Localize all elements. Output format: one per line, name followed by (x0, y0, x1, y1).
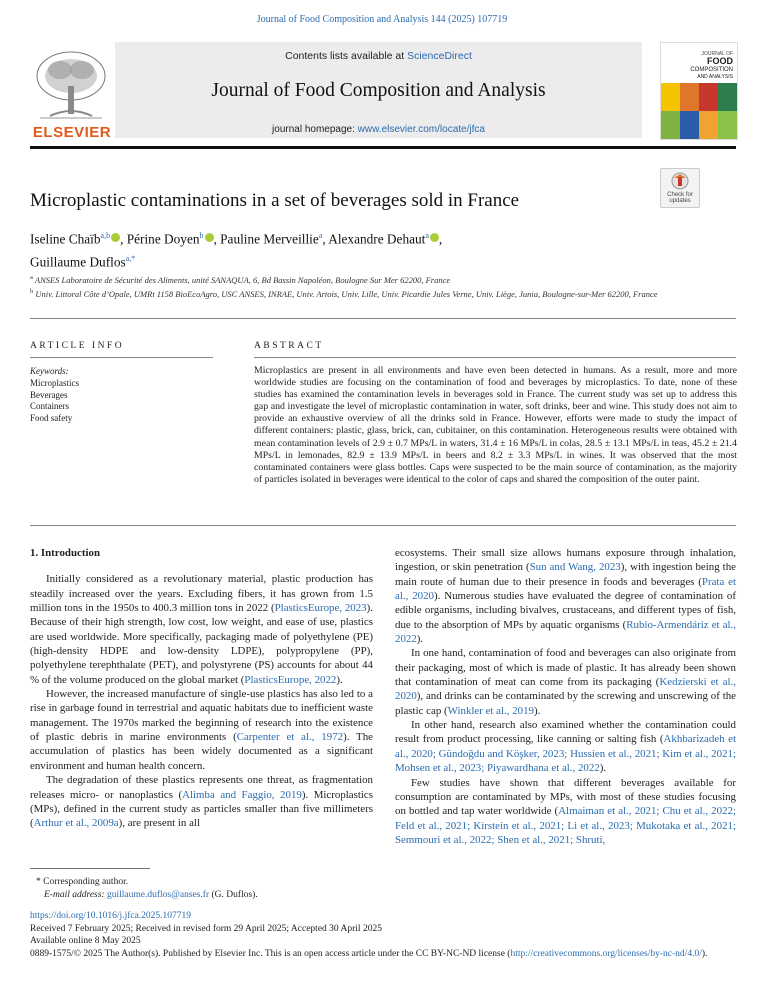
citation-link[interactable]: Almaiman et al., 2021; Chu et al., 2022; Feld et al., 2021; Kirstein et al., 2021; Li et al., 2023; Mukotaka et al., 2021; Semmouri et al., 2022; Shen et al., 2021; Shruti, (395, 805, 736, 846)
keyword-item: Microplastics (30, 377, 79, 388)
body-text: In one hand, contamination of food and beverages can also originate from their packaging, most of which is made of plastic. It has already been shown that contamination of meat can come from its packaging ( (395, 647, 736, 689)
citation-link[interactable]: Kedzierski et al., 2020 (395, 676, 736, 703)
author-affiliation-marker[interactable]: b (199, 231, 204, 240)
citation-link[interactable]: Carpenter et al., 1972 (236, 731, 344, 744)
abstract-rule (254, 357, 736, 358)
author-affiliation-marker[interactable]: a (318, 231, 323, 240)
body-text: ). The accumulation of plastics has been widely documented as a significant environment and human health concern. (30, 731, 373, 772)
article-metadata (30, 910, 736, 960)
elsevier-wordmark: ELSEVIER (32, 124, 112, 141)
body-text: ). (533, 704, 541, 717)
license-line (30, 948, 736, 961)
body-text: ), and drinks can be contaminated by the screwing and unscrewing of the plastic cap ( (395, 690, 736, 717)
orcid-icon[interactable] (430, 233, 439, 242)
affiliation-item (30, 286, 670, 300)
homepage-prefix: journal homepage: (272, 124, 358, 135)
author-name[interactable]: Périne Doyen (126, 231, 200, 247)
check-updates-label-2: updates (669, 198, 691, 204)
corresponding-author-footnote (36, 876, 636, 901)
received-dates: Received 7 February 2025; Received in revised form 29 April 2025; Accepted 30 April 2025 (30, 923, 382, 934)
author-name[interactable]: Alexandre Dehaut (328, 231, 426, 247)
body-text: However, the increased manufacture of single-use plastics has also led to a rise in garbage found in terrestrial and aquatic habitats due to inefficient waste management. The 1970s marked the beginning of research into the existence of plastic debris in marine environments ( (30, 688, 373, 744)
affiliation-item (30, 272, 670, 286)
author-affiliation-marker[interactable]: a,* (125, 254, 136, 264)
homepage-link[interactable]: www.elsevier.com/locate/jfca (357, 124, 485, 135)
citation-link[interactable]: Rubio-Armendáriz et al., 2022 (395, 618, 736, 646)
author-name[interactable]: Pauline Merveillie (220, 231, 319, 247)
footnote-corresponding-text: Corresponding author. (43, 877, 129, 887)
check-for-updates-button[interactable] (660, 168, 700, 208)
journal-cover-image[interactable] (660, 42, 738, 140)
author-affiliation-marker[interactable]: a (425, 231, 429, 240)
body-left-column (30, 546, 373, 831)
check-updates-label-1: Check for (667, 192, 693, 198)
sciencedirect-link[interactable]: ScienceDirect (407, 50, 472, 62)
body-paragraph (30, 773, 373, 830)
license-prefix: 0889-1575/© 2025 The Author(s). Published by Elsevier Inc. This is an open access article under the CC BY-NC-ND license ( (30, 948, 511, 959)
body-text: ). Numerous studies have evaluated the degree of contamination of edible organisms, including bivalves, crustaceans, and different types of fish, due to the absorption of MPs by aquatic organisms ( (395, 590, 737, 631)
affiliation-label: a (30, 274, 33, 281)
available-online: Available online 8 May 2025 (30, 936, 141, 946)
journal-homepage (115, 124, 642, 135)
journal-title: Journal of Food Composition and Analysis (211, 80, 546, 101)
keywords-block (30, 366, 220, 425)
body-text: ). (336, 673, 343, 686)
footnote-email (36, 889, 636, 902)
citation-link[interactable]: Arthur et al., 2009a (33, 817, 119, 830)
author-affiliation-marker[interactable]: a,b (100, 231, 111, 240)
license-link[interactable]: http://creativecommons.org/licenses/by-nc-nd/4.0/ (510, 948, 702, 959)
author-separator: , (438, 231, 443, 247)
affiliation-text: Univ. Littoral Côte d’Opale, UMRt 1158 BioEcoAgro, USC ANSES, INRAE, Univ. Artois, Univ. Lille, Univ. Picardie Jules Verne, Univ. Liège, Junia, Boulogne-sur-Mer 62200, France (35, 289, 658, 300)
body-paragraph (395, 546, 736, 646)
body-paragraph (30, 687, 373, 773)
body-text: ). Because of their high strength, low cost, low weight, and ease of use, plastics are used worldwide. More specifically, packaging made of polyethylene (PE) (high-density HDPE and low-density LDPE), polypropylene (PP), polyethylene terephthalate (PET), and polystyrene (PS) accounts for about 44 % of the volume produced on the global market ( (30, 602, 373, 686)
body-text: ecosystems. Their small size allows humans exposure through inhalation, ingestion, or skin penetration ( (395, 547, 736, 574)
affiliations (30, 272, 670, 301)
cover-title-line-1: JOURNAL OF (701, 51, 733, 57)
citation-link[interactable]: Sun and Wang, 2023 (529, 561, 621, 574)
citation-link[interactable]: Prata et al., 2020 (395, 575, 736, 603)
citation-link[interactable]: Akhbarizadeh et al., 2020; Gündoğdu and Köşker, 2023; Hussien et al., 2021; Kim et al., 2021; Mohsen et al., 2023; Piyawardhana et al., 2022 (395, 733, 736, 775)
body-text: ), are present in all (118, 817, 200, 830)
article-info-rule (30, 357, 213, 358)
doi-link[interactable]: https://doi.org/10.1016/j.jfca.2025.107719 (30, 911, 192, 921)
orcid-icon[interactable] (111, 233, 120, 242)
abstract-bottom-rule (30, 525, 736, 526)
footnote-rule (30, 868, 150, 869)
email-suffix: (G. Duflos). (211, 889, 258, 900)
keyword-item: Beverages (30, 389, 68, 400)
cover-title-line-4: AND ANALYSIS (697, 74, 733, 80)
license-suffix: ). (701, 948, 708, 959)
email-link[interactable]: guillaume.duflos@anses.fr (106, 889, 210, 900)
abstract-text: Microplastics are present in all environments and have even been detected in humans. As a result, more and more worldwide studies are focusing on the contamination of food and beverages by microplastics. To date, none of these studies has examined the contamination levels in beverages sold in France. The current study was set up to address this gap and investigate the level of microplastic contamination in water, soft drinks, beer and wine. This study does not aim to provide an exhaustive overview of all the drinks sold in France. However, efforts were made to study the impact of different containers: plastic, glass, brick, can, cubitainer, on this contamination. Heterogeneous results were obtained with mean contamination levels of 2.9 ± 0.7 MPs/L in waters, 31.4 ± 16 MPs/L in colas, 28.5 ± 13.1 MPs/L in teas, 45.2 ± 21.4 MPs/L in lemonades, 82.9 ± 13.9 MPs/L in beers and 8.2 ± 3.3 MPs/L in wines. It was observed that the most contaminated containers were glass bottles. Caps were suspected to be the main source of contamination, as the majority of particles isolated in beverages were identical to the color of caps and shared the composition of the outer paint. (254, 365, 737, 485)
abstract-heading: ABSTRACT (254, 341, 324, 351)
author-list (30, 226, 680, 273)
cover-title-line-3: COMPOSITION (690, 67, 733, 73)
check-updates-icon (670, 172, 690, 190)
keyword-item: Containers (30, 401, 69, 412)
author-separator: , (213, 231, 221, 247)
citation-link[interactable]: PlasticsEurope, 2023 (274, 602, 367, 615)
body-text: Few studies have shown that different beverages available for consumption are contaminated by MPs, with most of these studies focusing on bottled and tap water worldwide ( (395, 776, 736, 818)
footnote-corresponding (36, 876, 636, 889)
citation-link[interactable]: PlasticsEurope, 2022 (244, 673, 337, 686)
article-info-heading: ARTICLE INFO (30, 341, 125, 351)
cover-title-line-2: FOOD (707, 56, 733, 66)
citation-link[interactable]: Alimba and Faggio, 2019 (182, 788, 302, 801)
body-text: In other hand, research also examined whether the contamination could result from product processing, like canning or salting fish ( (395, 719, 736, 746)
body-text: The degradation of these plastics represents one threat, as fragmentation releases micro- or nanoplastics ( (30, 774, 373, 801)
author-separator: , (322, 231, 329, 247)
affiliation-text: ANSES Laboratoire de Sécurité des Aliments, unité SANAQUA, 6, Bd Bassin Napoléon, Boulogne Sur Mer 62200, France (34, 274, 451, 285)
author-name[interactable]: Guillaume Duflos (30, 254, 126, 270)
body-right-column (395, 546, 736, 847)
body-paragraph (30, 572, 373, 687)
body-paragraph (395, 776, 736, 848)
keywords-label: Keywords: (30, 366, 69, 376)
introduction-heading: 1. Introduction (30, 547, 100, 559)
article-title: Microplastic contaminations in a set of beverages sold in France (30, 190, 520, 211)
orcid-icon[interactable] (205, 233, 214, 242)
keyword-item: Food safety (30, 413, 73, 424)
body-text: ). Microplastics (MPs), defined in the current study as particles smaller than five millimeters ( (30, 788, 373, 830)
author-separator: , (120, 231, 127, 247)
running-head[interactable]: Journal of Food Composition and Analysis 144 (2025) 107719 (256, 14, 508, 25)
contents-prefix: Contents lists available at (285, 50, 408, 62)
header-rule (30, 146, 736, 149)
body-text: Initially considered as a revolutionary material, plastic production has steadily increased over the years. Excluding fibers, it has grown from 1.5 million tons in the 1950s to 400.3 million tons in 2022 ( (30, 573, 373, 615)
citation-link[interactable]: Winkler et al., 2019 (447, 704, 534, 717)
body-text: ). (599, 762, 607, 775)
author-name[interactable]: Iseline Chaïb (30, 231, 101, 247)
footnote-star: * (36, 877, 41, 887)
body-text: ), with ingestion being the main route of human due to their presence in foods and beverages ( (395, 561, 736, 588)
contents-line (115, 50, 642, 62)
body-paragraph (395, 718, 736, 775)
body-text: ). (416, 633, 424, 646)
body-paragraph (395, 646, 736, 718)
email-label: E-mail address: (44, 889, 105, 900)
affiliation-rule (30, 318, 736, 319)
affiliation-label: b (30, 288, 34, 296)
